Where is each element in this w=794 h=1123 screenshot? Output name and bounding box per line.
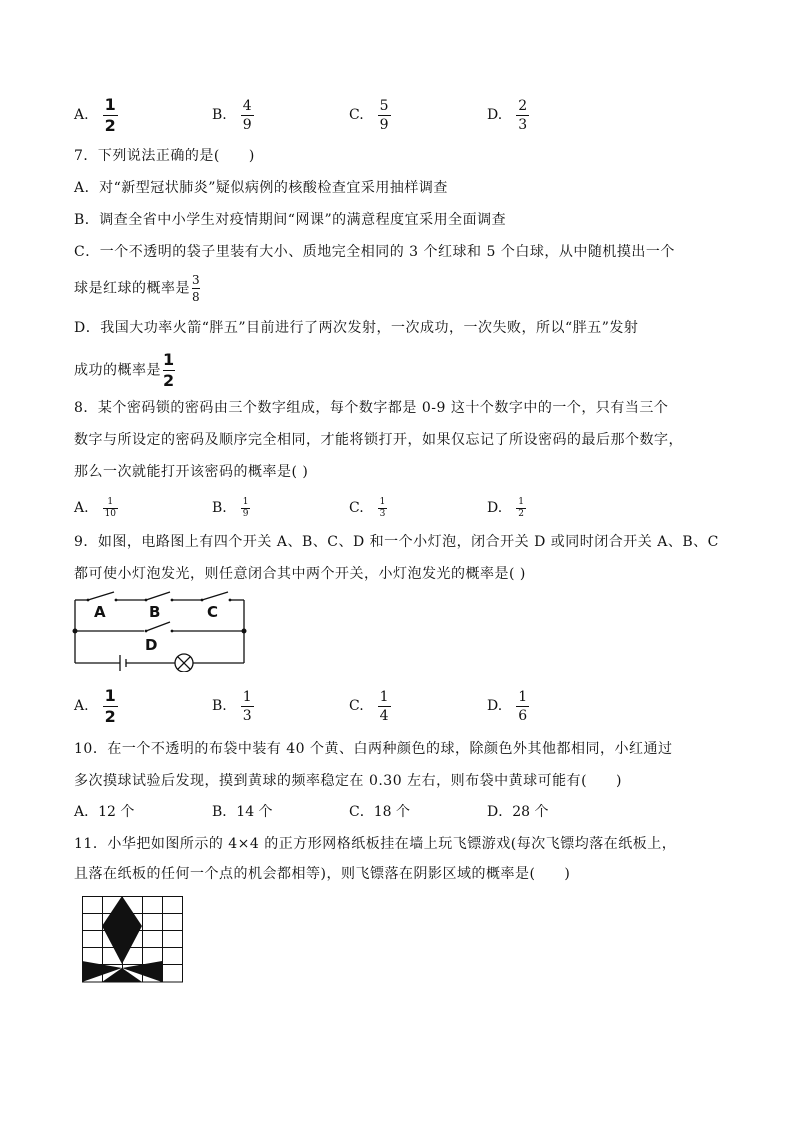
fraction-numerator: 2 — [518, 97, 528, 114]
switch-label-d: D — [145, 636, 158, 654]
fraction-denominator: 3 — [379, 508, 386, 519]
switch-c — [202, 592, 228, 600]
option-label: B. — [212, 698, 227, 714]
q7-option-c-line1: C．一个不透明的袋子里装有大小、质地完全相同的 3 个红球和 5 个白球，从中随机摸出一个 — [74, 244, 675, 260]
fraction-bar — [378, 115, 391, 116]
option-fraction — [241, 99, 254, 132]
fraction-numerator: 3 — [192, 273, 201, 287]
q6-option-a — [74, 95, 118, 135]
q10-option-d: D．28 个 — [487, 804, 549, 820]
fraction-denominator: 8 — [192, 290, 201, 304]
fraction-denominator: 2 — [163, 371, 175, 390]
fraction-numerator: 1 — [518, 496, 524, 507]
q9-option-c — [349, 686, 391, 726]
q7-stem: 7．下列说法正确的是( ) — [74, 148, 255, 164]
q9-option-d — [487, 686, 529, 726]
option-fraction — [241, 498, 251, 519]
q11-line-1: 11．小华把如图所示的 4×4 的正方形网格纸板挂在墙上玩飞镖游戏(每次飞镖均落在纸板上， — [74, 836, 677, 852]
fraction-numerator: 1 — [518, 688, 528, 705]
q8-option-b — [212, 488, 250, 528]
switch-d — [146, 622, 170, 631]
q7-option-d-fraction — [163, 352, 175, 389]
option-fraction — [516, 690, 529, 723]
fraction-denominator: 10 — [104, 508, 117, 519]
q10-options — [74, 802, 734, 822]
switch-label-c: C — [207, 603, 219, 621]
fraction-numerator: 1 — [379, 688, 389, 705]
q9-line-2: 都可使小灯泡发光，则任意闭合其中两个开关，小灯泡发光的概率是( ) — [74, 566, 526, 582]
fraction-bar — [241, 115, 254, 116]
q10-line-1: 10．在一个不透明的布袋中装有 40 个黄、白两种颜色的球，除颜色外其他都相同，小红通过 — [74, 741, 673, 757]
q11-line-2: 且落在纸板的任何一个点的机会都相等)，则飞镖落在阴影区域的概率是( ) — [74, 866, 571, 882]
q10-line-2: 多次摸球试验后发现，摸到黄球的频率稳定在 0.30 左右，则布袋中黄球可能有( ) — [74, 773, 622, 789]
q6-option-b — [212, 95, 254, 135]
q10-option-a: A．12 个 — [74, 804, 135, 820]
fraction-numerator: 1 — [242, 688, 252, 705]
switch-label-b: B — [149, 603, 161, 621]
option-fraction — [241, 690, 254, 723]
option-label: D. — [487, 107, 503, 123]
option-label: B. — [212, 500, 227, 516]
q9-options — [74, 686, 734, 726]
fraction-bar — [516, 115, 529, 116]
option-label: D. — [487, 500, 503, 516]
q7-option-d-text: 成功的概率是 — [74, 362, 161, 379]
switch-b — [146, 592, 170, 600]
option-fraction — [378, 690, 391, 723]
fraction-numerator: 1 — [104, 685, 116, 705]
fraction-denominator: 4 — [379, 707, 389, 724]
fraction-numerator: 1 — [104, 94, 116, 114]
q6-option-d — [487, 95, 529, 135]
option-fraction — [103, 498, 118, 519]
q8-option-a — [74, 488, 118, 528]
fraction-denominator: 6 — [518, 707, 528, 724]
option-label: C. — [349, 698, 364, 714]
option-label: A. — [74, 698, 89, 714]
q9-option-a — [74, 686, 118, 726]
q8-line-1: 8．某个密码锁的密码由三个数字组成，每个数字都是 0-9 这十个数字中的一个，只有当三个 — [74, 400, 669, 416]
q9-line-1: 9．如图，电路图上有四个开关 A、B、C、D 和一个小灯泡，闭合开关 D 或同时闭合开关 A、B、C — [74, 534, 719, 550]
q8-line-2: 数字与所设定的密码及顺序完全相同，才能将锁打开，如果仅忘记了所设密码的最后那个数字， — [74, 432, 683, 448]
option-fraction — [378, 99, 391, 132]
option-label: C. — [349, 500, 364, 516]
option-label: B. — [212, 107, 227, 123]
grid-board-figure — [82, 896, 186, 984]
q6-option-c — [349, 95, 391, 135]
fraction-denominator: 9 — [242, 116, 252, 133]
q7-option-c-fraction — [192, 274, 200, 303]
fraction-bar — [241, 706, 254, 707]
q10-option-b: B．14 个 — [212, 804, 273, 820]
switch-label-a: A — [94, 603, 106, 621]
fraction-numerator: 5 — [379, 97, 389, 114]
fraction-denominator: 9 — [379, 116, 389, 133]
q7-option-c-line2 — [74, 274, 200, 303]
fraction-denominator: 2 — [518, 508, 524, 519]
q7-option-d-line2 — [74, 352, 175, 389]
option-fraction — [103, 94, 118, 135]
q8-option-c — [349, 488, 387, 528]
q8-options — [74, 488, 734, 528]
fraction-numerator: 1 — [379, 496, 386, 507]
option-fraction — [378, 498, 388, 519]
circuit-diagram — [70, 590, 250, 672]
option-label: D. — [487, 698, 503, 714]
option-label: A. — [74, 107, 89, 123]
fraction-numerator: 1 — [242, 496, 249, 507]
q7-option-a: A．对“新型冠状肺炎”疑似病例的核酸检查宜采用抽样调查 — [74, 180, 448, 196]
q7-option-b: B．调查全省中小学生对疫情期间“网课”的满意程度宜采用全面调查 — [74, 212, 507, 228]
fraction-numerator: 1 — [107, 496, 114, 507]
option-fraction — [516, 498, 526, 519]
fraction-denominator: 9 — [242, 508, 249, 519]
option-label: A. — [74, 500, 89, 516]
fraction-denominator: 2 — [104, 115, 116, 135]
fraction-denominator: 3 — [518, 116, 528, 133]
switch-a — [88, 592, 114, 600]
q7-option-c-text: 球是红球的概率是 — [74, 280, 190, 297]
q7-option-d-line1: D．我国大功率火箭“胖五”目前进行了两次发射，一次成功，一次失败，所以“胖五”发射 — [74, 320, 639, 336]
option-fraction — [516, 99, 529, 132]
fraction-numerator: 4 — [242, 97, 252, 114]
option-fraction — [103, 685, 118, 726]
fraction-bar — [378, 706, 391, 707]
fraction-denominator: 2 — [104, 706, 116, 726]
fraction-denominator: 3 — [242, 707, 252, 724]
q10-option-c: C．18 个 — [349, 804, 410, 820]
fraction-bar — [516, 706, 529, 707]
fraction-numerator: 1 — [163, 350, 175, 369]
q6-options — [74, 95, 734, 135]
q9-option-b — [212, 686, 254, 726]
option-label: C. — [349, 107, 364, 123]
q8-line-3: 那么一次就能打开该密码的概率是( ) — [74, 464, 309, 480]
q8-option-d — [487, 488, 526, 528]
fraction-bar — [192, 288, 200, 289]
